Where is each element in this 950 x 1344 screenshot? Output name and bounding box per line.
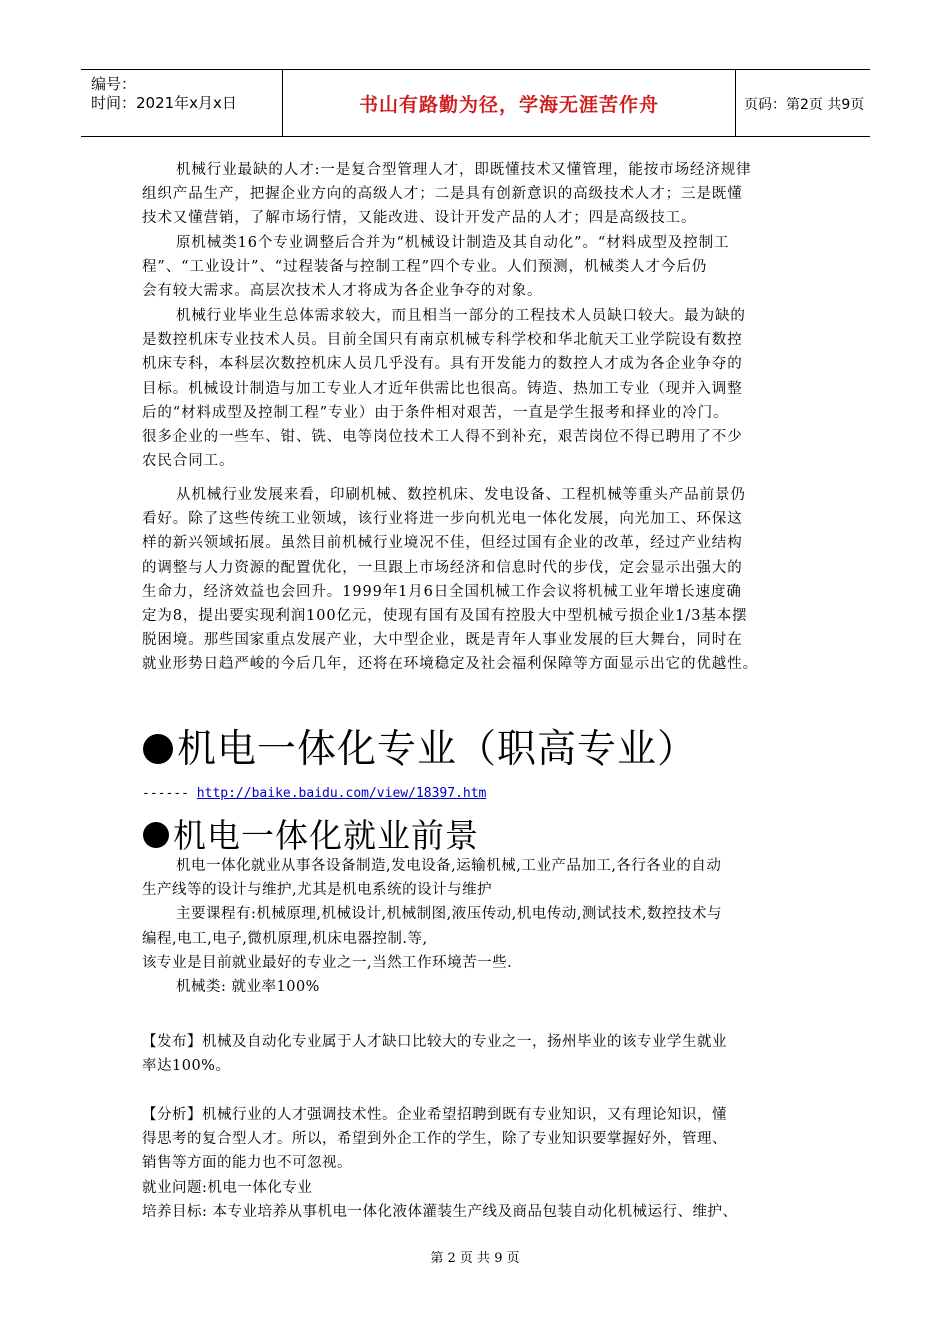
- text-line: 主要课程有:机械原理,机械设计,机械制图,液压传动,机电传动,测试技术,数控技术与: [176, 906, 723, 923]
- source-link-line: [142, 786, 486, 801]
- text-line: 机电一体化就业从事各设备制造,发电设备,运输机械,工业产品加工,各行各业的自动: [176, 858, 722, 874]
- paragraph-talent-needs: [142, 158, 752, 231]
- heading-mechatronics-major: 机电一体化专业（职高专业）: [143, 718, 697, 774]
- text-line: 该专业是目前就业最好的专业之一,当然工作环境苦一些.: [142, 954, 513, 971]
- text-line: 很多企业的一些车、钳、铣、电等岗位技术工人得不到补充，艰苦岗位不得已聘用了不少: [142, 429, 743, 446]
- text-line: 原机械类16个专业调整后合并为“机械设计制造及其自动化”。“材料成型及控制工: [176, 235, 730, 251]
- text-line: 生产线等的设计与维护,尤其是机电系统的设计与维护: [142, 882, 493, 899]
- page-footer: 第 2 页 共 9 页: [430, 1251, 520, 1266]
- text-line: 【分析】机械行业的人才强调技术性。企业希望招聘到既有专业知识，又有理论知识，懂: [142, 1107, 727, 1123]
- section-analysis: [142, 1103, 738, 1224]
- text-line: 就业形势日趋严峻的今后几年，还将在环境稳定及社会福利保障等方面显示出它的优越性。: [142, 656, 758, 673]
- bullet-icon: [143, 734, 173, 764]
- text-line: 农民合同工。: [142, 453, 235, 470]
- source-link[interactable]: http://baike.baidu.com/view/18397.htm: [196, 786, 487, 801]
- paragraph-major-merge: [142, 231, 729, 304]
- text-line: 是数控机床专业技术人员。目前全国只有南京机械专科学校和华北航天工业学院设有数控: [142, 332, 743, 349]
- text-line: 机械类: 就业率100%: [176, 979, 320, 996]
- text-line: 销售等方面的能力也不可忽视。: [142, 1155, 352, 1172]
- motto: 书山有路勤为径，学海无涯苦作舟: [358, 94, 659, 116]
- text-line: 后的“材料成型及控制工程”专业）由于条件相对艰苦，一直是学生报考和择业的冷门。: [142, 404, 729, 421]
- text-line: 程”、“工业设计”、“过程装备与控制工程”四个专业。人们预测，机械类人才今后仍: [142, 259, 708, 276]
- text-line: 【发布】机械及自动化专业属于人才缺口比较大的专业之一，扬州毕业的该专业学生就业: [142, 1034, 727, 1050]
- text-line: 机械行业最缺的人才:一是复合型管理人才，即既懂技术又懂管理，能按市场经济规律: [176, 162, 752, 178]
- text-line: 生命力，经济效益也会回升。1999年1月6日全国机械工作会议将机械工业年增长速度确: [142, 583, 742, 600]
- section-release: [142, 1030, 727, 1078]
- text-line: 样的新兴领域拓展。虽然目前机械行业境况不佳，但经过国有企业的改革，经过产业结构: [142, 535, 743, 552]
- heading-employment-outlook: 机电一体化就业前景: [143, 810, 479, 857]
- bullet-icon: [143, 822, 169, 848]
- text-line: 脱困境。那些国家重点发展产业，大中型企业，既是青年人事业发展的巨大舞台，同时在: [142, 632, 743, 649]
- text-line: 就业问题:机电一体化专业: [142, 1179, 313, 1196]
- text-line: 组织产品生产，把握企业方向的高级人才；二是具有创新意识的高级技术人才；三是既懂: [142, 186, 743, 203]
- section-employment-desc: [142, 854, 722, 999]
- header-table: [81, 69, 870, 137]
- text-line: 机械行业毕业生总体需求较大，而且相当一部分的工程技术人员缺口较大。最为缺的: [176, 308, 746, 324]
- number-label: 编号：: [91, 75, 137, 93]
- text-line: 机床专科，本科层次数控机床人员几乎没有。具有开发能力的数控人才成为各企业争夺的: [142, 356, 743, 373]
- text-line: 率达100%。: [142, 1058, 231, 1075]
- text-line: 看好。除了这些传统工业领域，该行业将进一步向机光电一体化发展，向光加工、环保这: [142, 511, 743, 528]
- date-label: 时间：2021年x月x日: [91, 94, 237, 112]
- paragraph-graduate-demand: [142, 304, 746, 473]
- text-line: 技术又懂营销，了解市场行情，又能改进、设计开发产品的人才；四是高级技工。: [142, 210, 697, 227]
- text-line: 定为8，提出要实现利润100亿元，使现有国有及国有控股大中型机械亏损企业1/3基本摆: [142, 608, 748, 625]
- text-line: 培养目标: 本专业培养从事机电一体化液体灌装生产线及商品包装自动化机械运行、维护、: [142, 1203, 738, 1220]
- header-page-cell: [736, 70, 870, 136]
- text-line: 的调整与人力资源的配置优化，一旦跟上市场经济和信息时代的步伐，定会显示出强大的: [142, 559, 743, 576]
- header-motto-cell: [283, 70, 736, 136]
- text-line: 目标。机械设计制造与加工专业人才近年供需比也很高。铸造、热加工专业（现并入调整: [142, 380, 743, 397]
- page-label: 页码：第2页 共9页: [744, 97, 865, 113]
- text-line: 得思考的复合型人才。所以，希望到外企工作的学生，除了专业知识要掌握好外，管理、: [142, 1131, 727, 1148]
- text-line: 从机械行业发展来看，印刷机械、数控机床、发电设备、工程机械等重头产品前景仍: [176, 487, 746, 503]
- text-line: 会有较大需求。高层次技术人才将成为各企业争夺的对象。: [142, 283, 543, 300]
- link-prefix: ------: [142, 786, 189, 801]
- header-info-cell: [81, 70, 283, 136]
- paragraph-industry-outlook: [142, 483, 758, 677]
- text-line: 编程,电工,电子,微机原理,机床电器控制.等,: [142, 930, 428, 947]
